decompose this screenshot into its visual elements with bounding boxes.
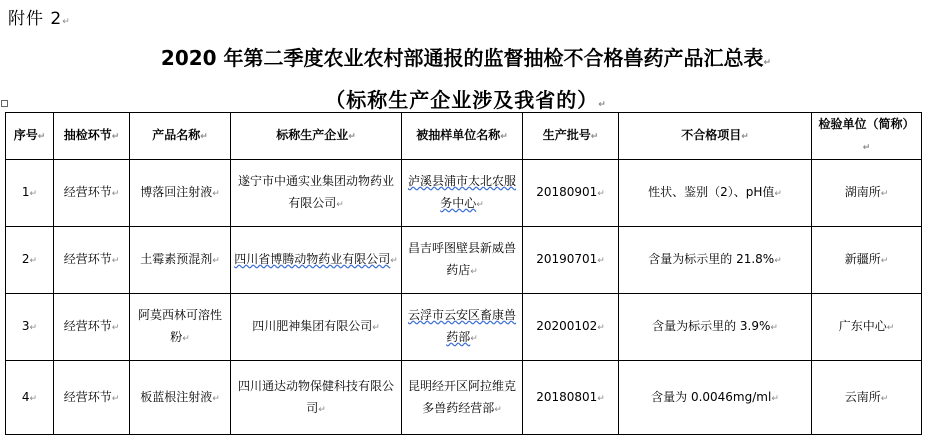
col-header-product: 产品名称↵ [130, 113, 231, 160]
col-header-maker: 标称生产企业↵ [231, 113, 402, 160]
cell-maker: 四川通达动物保健科技有限公司↵ [231, 361, 402, 435]
col-header-failed-item: 不合格项目↵ [619, 113, 812, 160]
cell-batch: 20180801↵ [523, 361, 619, 435]
cell-product: 土霉素预混剂↵ [130, 227, 231, 294]
cell-product: 阿莫西林可溶性粉↵ [130, 294, 231, 361]
cell-failed-item: 性状、鉴别（2）、pH值↵ [619, 160, 812, 227]
cell-sampled-unit: 昌吉呼图壁县新威兽药店↵ [402, 227, 523, 294]
cell-maker: 遂宁市中通实业集团动物药业有限公司↵ [231, 160, 402, 227]
table-row [6, 160, 922, 227]
col-header-lab: 检验单位（简称）↵ [812, 113, 922, 160]
cell-stage: 经营环节↵ [54, 361, 130, 435]
cell-batch: 20180901↵ [523, 160, 619, 227]
cell-no: 3↵ [6, 294, 54, 361]
cell-no: 1↵ [6, 160, 54, 227]
col-header-batch: 生产批号↵ [523, 113, 619, 160]
cell-product: 板蓝根注射液↵ [130, 361, 231, 435]
document-title: 2020 年第二季度农业农村部通报的监督抽检不合格兽药产品汇总表↵ [160, 46, 772, 70]
table-row [6, 361, 922, 435]
col-header-sampled-unit: 被抽样单位名称↵ [402, 113, 523, 160]
table-anchor-icon[interactable] [1, 100, 8, 107]
cell-lab: 湖南所↵ [812, 160, 922, 227]
col-header-stage: 抽检环节↵ [54, 113, 130, 160]
cell-no: 4↵ [6, 361, 54, 435]
cell-no: 2↵ [6, 227, 54, 294]
results-table-container [5, 112, 922, 435]
cell-failed-item: 含量为 0.0046mg/ml↵ [619, 361, 812, 435]
cell-stage: 经营环节↵ [54, 160, 130, 227]
results-table [5, 112, 922, 435]
document-subtitle: （标称生产企业涉及我省的）↵ [325, 88, 607, 112]
cell-lab: 云南所↵ [812, 361, 922, 435]
cell-product: 博落回注射液↵ [130, 160, 231, 227]
cell-lab: 广东中心↵ [812, 294, 922, 361]
cell-maker: 四川肥神集团有限公司↵ [231, 294, 402, 361]
cell-lab: 新疆所↵ [812, 227, 922, 294]
cell-batch: 20190701↵ [523, 227, 619, 294]
cell-failed-item: 含量为标示里的 3.9%↵ [619, 294, 812, 361]
table-row [6, 294, 922, 361]
cell-sampled-unit: 昆明经开区阿拉维克多兽药经营部↵ [402, 361, 523, 435]
cell-maker: 四川省博腾动物药业有限公司↵ [231, 227, 402, 294]
cell-failed-item: 含量为标示里的 21.8%↵ [619, 227, 812, 294]
table-row [6, 227, 922, 294]
col-header-no: 序号↵ [6, 113, 54, 160]
cell-stage: 经营环节↵ [54, 227, 130, 294]
cell-batch: 20200102↵ [523, 294, 619, 361]
cell-sampled-unit: 泸溪县浦市太北农服务中心↵ [402, 160, 523, 227]
attachment-label: 附件 2↵ [8, 9, 71, 29]
cell-stage: 经营环节↵ [54, 294, 130, 361]
cell-sampled-unit: 云浮市云安区畜康兽药部↵ [402, 294, 523, 361]
table-header-row [6, 113, 922, 160]
